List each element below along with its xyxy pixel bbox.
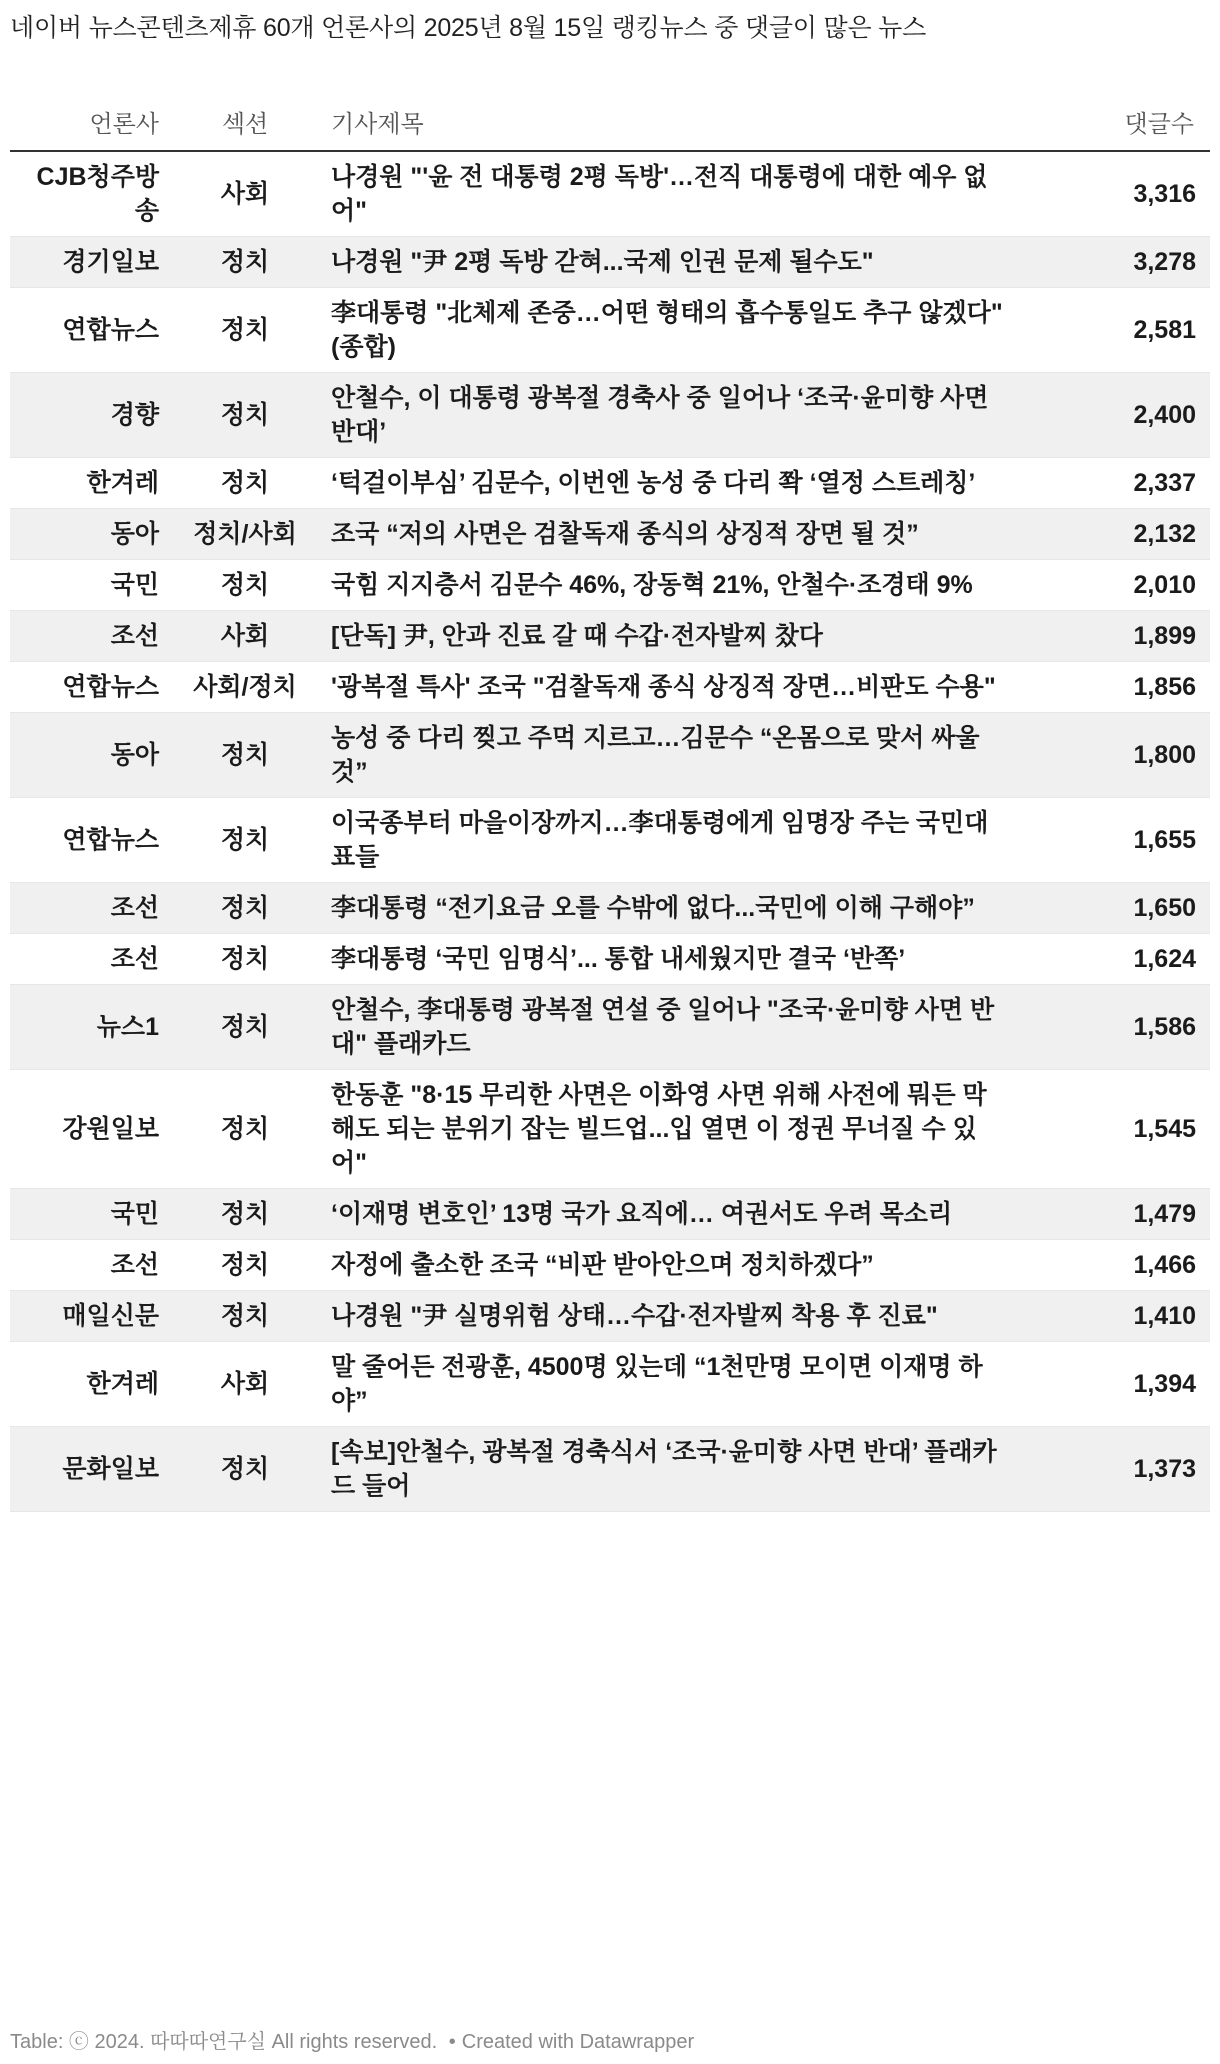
cell-comments: 2,132 [1050, 509, 1210, 560]
cell-section: 사회/정치 [175, 662, 315, 713]
cell-press: 연합뉴스 [10, 798, 175, 883]
cell-press: 국민 [10, 560, 175, 611]
footer-separator: • [448, 2031, 456, 2053]
column-header-comments[interactable]: 댓글수 [1050, 92, 1210, 151]
table-row [10, 237, 1210, 288]
table-row [10, 1427, 1210, 1512]
cell-title: [속보]안철수, 광복절 경축식서 ‘조국·윤미향 사면 반대’ 플래카드 들어 [315, 1427, 1050, 1512]
cell-press: 조선 [10, 883, 175, 934]
table-row [10, 458, 1210, 509]
cell-section: 정치 [175, 883, 315, 934]
cell-press: 연합뉴스 [10, 662, 175, 713]
table-row [10, 288, 1210, 373]
table-row [10, 1342, 1210, 1427]
cell-comments: 1,394 [1050, 1342, 1210, 1427]
cell-title: 李대통령 “전기요금 오를 수밖에 없다...국민에 이해 구해야” [315, 883, 1050, 934]
cell-section: 정치 [175, 934, 315, 985]
cell-title: 안철수, 李대통령 광복절 연설 중 일어나 "조국·윤미향 사면 반대" 플래카드 [315, 985, 1050, 1070]
cell-comments: 1,856 [1050, 662, 1210, 713]
cell-press: 국민 [10, 1189, 175, 1240]
comments-table [10, 92, 1210, 1512]
cell-comments: 1,479 [1050, 1189, 1210, 1240]
cell-press: 문화일보 [10, 1427, 175, 1512]
cell-comments: 1,545 [1050, 1070, 1210, 1189]
cell-press: 한겨레 [10, 1342, 175, 1427]
table-row [10, 883, 1210, 934]
cell-press: 매일신문 [10, 1291, 175, 1342]
table-header [10, 92, 1210, 151]
cell-section: 정치 [175, 1427, 315, 1512]
cell-comments: 1,650 [1050, 883, 1210, 934]
cell-section: 사회 [175, 611, 315, 662]
cell-title: 안철수, 이 대통령 광복절 경축사 중 일어나 ‘조국·윤미향 사면 반대’ [315, 373, 1050, 458]
cell-press: CJB청주방송 [10, 151, 175, 237]
table-row [10, 1240, 1210, 1291]
cell-title: 李대통령 ‘국민 임명식’... 통합 내세웠지만 결국 ‘반쪽’ [315, 934, 1050, 985]
footer-source: Table: ⓒ 2024. 따따따연구실 All rights reserved. [10, 2031, 438, 2053]
cell-section: 정치 [175, 798, 315, 883]
cell-section: 사회 [175, 151, 315, 237]
cell-title: '광복절 특사' 조국 "검찰독재 종식 상징적 장면…비판도 수용" [315, 662, 1050, 713]
footer-credit-link[interactable]: Created with Datawrapper [461, 2031, 695, 2053]
cell-title: ‘턱걸이부심’ 김문수, 이번엔 농성 중 다리 쫙 ‘열정 스트레칭’ [315, 458, 1050, 509]
cell-title: 이국종부터 마을이장까지…李대통령에게 임명장 주는 국민대표들 [315, 798, 1050, 883]
cell-title: 조국 “저의 사면은 검찰독재 종식의 상징적 장면 될 것” [315, 509, 1050, 560]
cell-press: 동아 [10, 713, 175, 798]
table-footer [10, 2025, 694, 2054]
cell-section: 정치/사회 [175, 509, 315, 560]
cell-comments: 3,316 [1050, 151, 1210, 237]
cell-press: 조선 [10, 934, 175, 985]
table-row [10, 934, 1210, 985]
cell-comments: 1,373 [1050, 1427, 1210, 1512]
cell-press: 조선 [10, 611, 175, 662]
header-row [10, 92, 1210, 151]
page-title: 네이버 뉴스콘텐츠제휴 60개 언론사의 2025년 8월 15일 랭킹뉴스 중 댓글이 많은 뉴스 [10, 14, 927, 42]
cell-title: 나경원 "'윤 전 대통령 2평 독방'…전직 대통령에 대한 예우 없어" [315, 151, 1050, 237]
table-row [10, 985, 1210, 1070]
cell-comments: 1,624 [1050, 934, 1210, 985]
cell-comments: 1,466 [1050, 1240, 1210, 1291]
cell-press: 동아 [10, 509, 175, 560]
column-header-section[interactable]: 섹션 [175, 92, 315, 151]
cell-comments: 1,800 [1050, 713, 1210, 798]
cell-press: 강원일보 [10, 1070, 175, 1189]
cell-title: 나경원 "尹 2평 독방 갇혀...국제 인권 문제 될수도" [315, 237, 1050, 288]
cell-comments: 2,400 [1050, 373, 1210, 458]
cell-comments: 1,899 [1050, 611, 1210, 662]
cell-comments: 1,655 [1050, 798, 1210, 883]
table-row [10, 373, 1210, 458]
cell-section: 사회 [175, 1342, 315, 1427]
cell-title: ‘이재명 변호인’ 13명 국가 요직에… 여권서도 우려 목소리 [315, 1189, 1050, 1240]
table-body [10, 151, 1210, 1512]
table-row [10, 713, 1210, 798]
cell-section: 정치 [175, 373, 315, 458]
cell-section: 정치 [175, 1070, 315, 1189]
cell-press: 경기일보 [10, 237, 175, 288]
cell-press: 조선 [10, 1240, 175, 1291]
cell-section: 정치 [175, 458, 315, 509]
cell-section: 정치 [175, 1240, 315, 1291]
table-row [10, 798, 1210, 883]
column-header-title[interactable]: 기사제목 [315, 92, 1050, 151]
table-row [10, 1189, 1210, 1240]
cell-title: 李대통령 "北체제 존중…어떤 형태의 흡수통일도 추구 않겠다"(종합) [315, 288, 1050, 373]
cell-comments: 2,337 [1050, 458, 1210, 509]
cell-section: 정치 [175, 1189, 315, 1240]
cell-press: 뉴스1 [10, 985, 175, 1070]
cell-title: 농성 중 다리 찢고 주먹 지르고…김문수 “온몸으로 맞서 싸울 것” [315, 713, 1050, 798]
cell-section: 정치 [175, 713, 315, 798]
cell-title: 자정에 출소한 조국 “비판 받아안으며 정치하겠다” [315, 1240, 1050, 1291]
cell-press: 한겨레 [10, 458, 175, 509]
cell-press: 연합뉴스 [10, 288, 175, 373]
table-row [10, 151, 1210, 237]
cell-section: 정치 [175, 288, 315, 373]
cell-comments: 2,581 [1050, 288, 1210, 373]
cell-title: 국힘 지지층서 김문수 46%, 장동혁 21%, 안철수·조경태 9% [315, 560, 1050, 611]
table-row [10, 509, 1210, 560]
cell-comments: 1,586 [1050, 985, 1210, 1070]
cell-comments: 2,010 [1050, 560, 1210, 611]
table-row [10, 1070, 1210, 1189]
table-row [10, 1291, 1210, 1342]
cell-title: 나경원 "尹 실명위험 상태…수갑·전자발찌 착용 후 진료" [315, 1291, 1050, 1342]
cell-press: 경향 [10, 373, 175, 458]
cell-section: 정치 [175, 1291, 315, 1342]
cell-section: 정치 [175, 985, 315, 1070]
cell-section: 정치 [175, 560, 315, 611]
table-row [10, 662, 1210, 713]
cell-title: [단독] 尹, 안과 진료 갈 때 수갑·전자발찌 찼다 [315, 611, 1050, 662]
cell-comments: 3,278 [1050, 237, 1210, 288]
cell-title: 말 줄어든 전광훈, 4500명 있는데 “1천만명 모이면 이재명 하야” [315, 1342, 1050, 1427]
column-header-press[interactable]: 언론사 [10, 92, 175, 151]
cell-comments: 1,410 [1050, 1291, 1210, 1342]
table-row [10, 611, 1210, 662]
cell-title: 한동훈 "8·15 무리한 사면은 이화영 사면 위해 사전에 뭐든 막해도 되는 분위기 잡는 빌드업...입 열면 이 정권 무너질 수 있어" [315, 1070, 1050, 1189]
table-row [10, 560, 1210, 611]
cell-section: 정치 [175, 237, 315, 288]
